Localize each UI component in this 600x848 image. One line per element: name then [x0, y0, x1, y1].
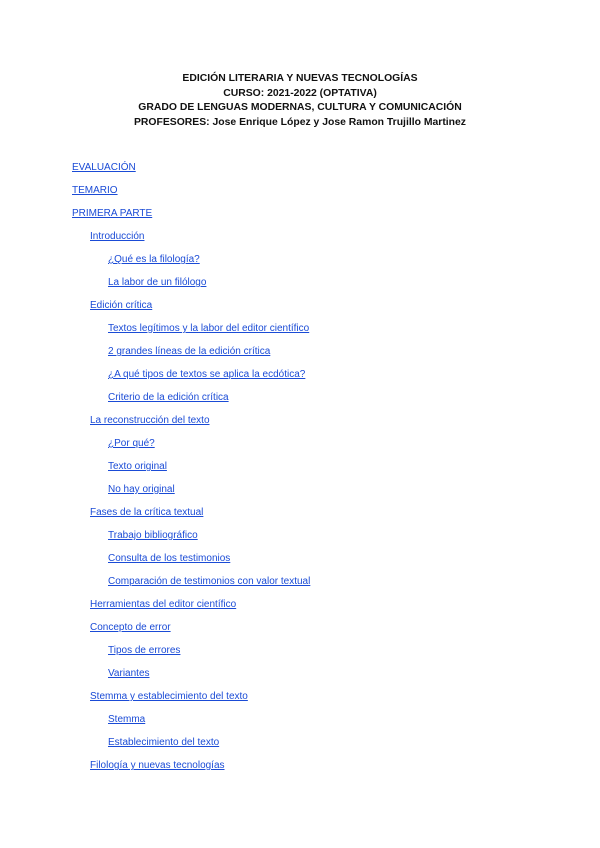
- toc-link-herramientas-editor[interactable]: Herramientas del editor científico: [90, 599, 237, 610]
- toc-link-no-hay-original[interactable]: No hay original: [108, 484, 175, 495]
- professors-line: PROFESORES: Jose Enrique López y Jose Ramon Trujillo Martinez: [134, 116, 466, 128]
- toc-link-que-es-la-filologia[interactable]: ¿Qué es la filología?: [108, 254, 200, 265]
- toc-link-filologia-nuevas-tecnologias[interactable]: Filología y nuevas tecnologías: [90, 760, 225, 771]
- document-header: [0, 72, 600, 130]
- toc-link-tipos-errores[interactable]: Tipos de errores: [108, 645, 181, 656]
- course-year: CURSO: 2021-2022 (OPTATIVA): [223, 87, 377, 99]
- toc-link-criterio-edicion[interactable]: Criterio de la edición crítica: [108, 392, 229, 403]
- toc-link-tipos-textos-ecdotica[interactable]: ¿A qué tipos de textos se aplica la ecdótica?: [108, 369, 306, 380]
- toc-link-primera-parte[interactable]: PRIMERA PARTE: [72, 208, 153, 219]
- toc-link-textos-legitimos[interactable]: Textos legítimos y la labor del editor científico: [108, 323, 310, 334]
- toc-link-por-que[interactable]: ¿Por qué?: [108, 438, 155, 449]
- toc-link-texto-original[interactable]: Texto original: [108, 461, 167, 472]
- toc-link-temario[interactable]: TEMARIO: [72, 185, 118, 196]
- toc-link-evaluacion[interactable]: EVALUACIÓN: [72, 162, 136, 173]
- toc-link-establecimiento-texto[interactable]: Establecimiento del texto: [108, 737, 220, 748]
- toc-link-introduccion[interactable]: Introducción: [90, 231, 145, 242]
- toc-link-edicion-critica[interactable]: Edición crítica: [90, 300, 153, 311]
- degree-name: GRADO DE LENGUAS MODERNAS, CULTURA Y COMUNICACIÓN: [138, 102, 462, 113]
- toc-link-grandes-lineas[interactable]: 2 grandes líneas de la edición crítica: [108, 346, 271, 357]
- toc-link-consulta-testimonios[interactable]: Consulta de los testimonios: [108, 553, 231, 564]
- toc-link-comparacion-testimonios[interactable]: Comparación de testimonios con valor textual: [108, 576, 311, 587]
- toc-link-variantes[interactable]: Variantes: [108, 668, 150, 679]
- toc-link-concepto-error[interactable]: Concepto de error: [90, 622, 171, 633]
- toc-link-stemma-establecimiento[interactable]: Stemma y establecimiento del texto: [90, 691, 248, 702]
- toc-link-trabajo-bibliografico[interactable]: Trabajo bibliográfico: [108, 530, 198, 541]
- toc-link-labor-filologo[interactable]: La labor de un filólogo: [108, 277, 207, 288]
- toc-link-stemma[interactable]: Stemma: [108, 714, 146, 725]
- course-title: EDICIÓN LITERARIA Y NUEVAS TECNOLOGÍAS: [182, 73, 418, 84]
- toc-link-reconstruccion-texto[interactable]: La reconstrucción del texto: [90, 415, 210, 426]
- toc-link-fases-critica[interactable]: Fases de la crítica textual: [90, 507, 204, 518]
